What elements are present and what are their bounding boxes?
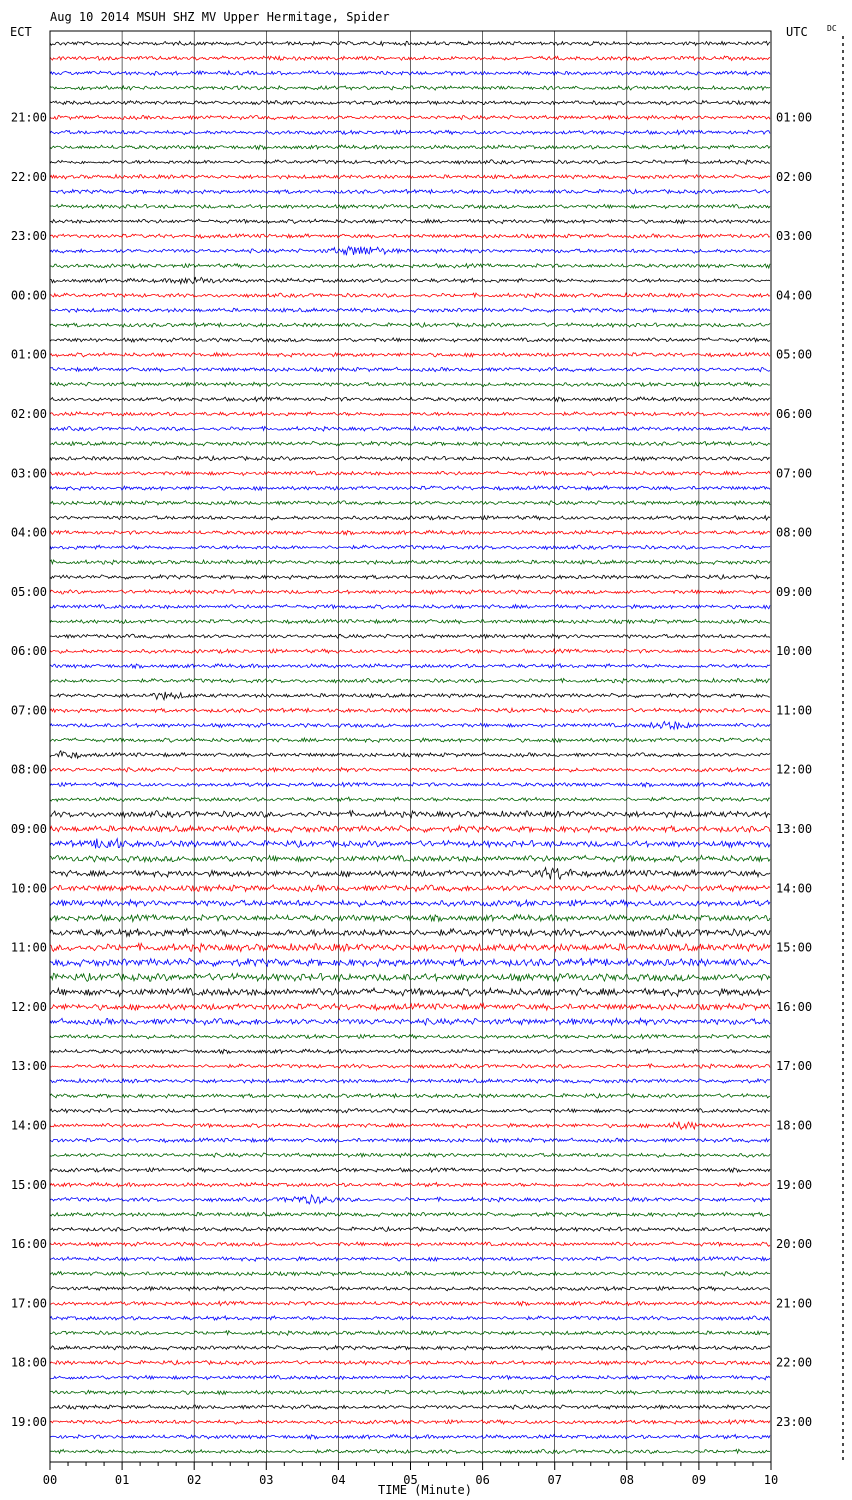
x-tick-label: 07 [547,1473,562,1487]
x-tick-label: 09 [691,1473,707,1487]
left-time-label: 16:00 [10,1237,47,1252]
seismic-trace [50,264,770,268]
seismic-trace [50,1257,770,1262]
seismic-trace [50,1122,770,1130]
left-time-label: 09:00 [10,822,47,837]
left-time-label: 21:00 [10,110,47,125]
seismic-trace [50,427,770,432]
right-time-label: 14:00 [776,881,813,896]
right-time-label: 15:00 [776,940,813,955]
right-time-label: 02:00 [776,169,813,184]
seismic-trace [50,943,770,952]
seismic-trace [50,973,770,981]
seismic-trace [50,367,770,371]
seismic-trace [50,246,770,255]
left-time-label: 14:00 [10,1118,47,1133]
seismic-trace [50,1195,770,1204]
seismic-trace [50,575,770,579]
right-time-label: 09:00 [776,584,813,599]
x-tick-label: 10 [763,1473,779,1487]
seismic-trace [50,442,770,446]
left-time-label: 12:00 [10,999,47,1014]
seismic-trace [50,1183,770,1187]
seismic-trace [50,190,770,194]
right-time-label: 17:00 [776,1059,813,1074]
seismic-trace [50,1018,770,1025]
seismic-trace [50,721,770,729]
seismic-trace [50,988,770,996]
seismic-trace [50,1361,770,1365]
left-time-label: 04:00 [10,525,47,540]
seismic-trace [50,323,770,327]
x-tick-label: 03 [259,1473,274,1487]
seismic-trace [50,1138,770,1142]
left-time-label: 11:00 [10,940,47,955]
chart-title: Aug 10 2014 MSUH SHZ MV Upper Hermitage, Spider [50,10,390,24]
seismic-trace [50,1094,770,1098]
dc-tag: DC [827,24,837,33]
seismic-trace [50,530,770,535]
seismic-trace [50,1227,770,1231]
seismic-trace [50,160,770,165]
seismic-trace [50,839,770,849]
seismic-trace [50,826,770,833]
seismic-trace [50,768,770,772]
right-time-label: 08:00 [776,525,813,540]
seismic-trace [50,175,770,179]
seismic-trace [50,855,770,862]
x-tick-label: 08 [619,1473,635,1487]
seismic-trace [50,101,770,105]
seismic-trace [50,293,770,298]
left-zone-label: ECT [10,25,32,39]
left-time-label: 00:00 [10,288,47,303]
x-tick-label: 04 [331,1473,346,1487]
seismic-trace [50,885,770,892]
right-time-label: 20:00 [776,1237,813,1252]
seismic-trace [50,219,770,223]
left-time-labels [11,111,47,1429]
seismic-trace [50,958,770,966]
left-time-label: 08:00 [10,762,47,777]
seismic-trace [50,338,770,342]
seismic-trace [50,1331,770,1336]
seismic-trace [50,1316,770,1320]
seismic-trace [50,397,770,402]
x-tick-label: 00 [42,1473,58,1487]
right-time-label: 19:00 [776,1177,813,1192]
left-time-label: 15:00 [10,1177,47,1192]
x-tick-label: 01 [114,1473,130,1487]
seismic-trace [50,516,770,520]
seismic-trace [50,41,770,45]
seismic-trace [50,797,770,801]
minute-gridlines [122,31,699,1462]
x-tick-label: 05 [403,1473,418,1487]
right-time-label: 01:00 [776,110,813,125]
seismic-trace [50,1435,770,1440]
seismic-trace [50,751,770,758]
seismic-trace [50,649,770,653]
seismic-trace [50,145,770,150]
right-zone-label: UTC [786,25,808,39]
seismic-trace [50,782,770,787]
seismic-trace [50,130,770,134]
seismic-trace [50,560,770,565]
seismic-trace [50,471,770,475]
seismic-trace [50,664,770,669]
seismic-trace [50,1079,770,1083]
seismic-trace [50,1109,770,1113]
seismic-trace [50,1168,770,1172]
seismic-trace [50,590,770,594]
seismic-trace [50,634,770,638]
seismic-trace [50,708,770,712]
seismic-trace [50,277,770,284]
right-time-labels [776,111,812,1429]
seismic-trace [50,1004,770,1011]
left-time-label: 03:00 [10,466,47,481]
seismic-trace [50,86,770,90]
seismic-trace [50,1390,770,1394]
right-time-label: 21:00 [776,1296,813,1311]
seismic-traces [50,41,770,1453]
seismic-trace [50,1301,770,1306]
x-tick-label: 06 [475,1473,490,1487]
seismic-trace [50,1242,770,1246]
right-time-label: 23:00 [776,1414,813,1429]
seismic-trace [50,71,770,75]
seismic-trace [50,1212,770,1216]
right-time-label: 03:00 [776,229,813,244]
seismic-trace [50,929,770,937]
right-time-label: 10:00 [776,644,813,659]
seismic-trace [50,56,770,61]
right-time-label: 12:00 [776,762,813,777]
seismic-trace [50,1064,770,1069]
left-time-label: 17:00 [10,1296,47,1311]
seismic-trace [50,1034,770,1038]
seismic-trace [50,1286,770,1290]
left-time-label: 18:00 [10,1355,47,1370]
seismic-trace [50,738,770,742]
seismic-trace [50,619,770,623]
left-time-label: 22:00 [10,169,47,184]
seismic-trace [50,1346,770,1350]
seismic-trace [50,679,770,684]
seismic-trace [50,1272,770,1276]
seismic-trace [50,1420,770,1424]
seismic-trace [50,1449,770,1453]
seismic-trace [50,1375,770,1379]
seismic-trace [50,692,770,700]
left-time-label: 23:00 [10,229,47,244]
seismic-trace [50,115,770,119]
right-time-label: 05:00 [776,347,813,362]
right-time-label: 07:00 [776,466,813,481]
seismic-trace [50,1405,770,1409]
right-time-label: 06:00 [776,406,813,421]
seismic-trace [50,605,770,609]
x-axis-label: TIME (Minute) [378,1483,472,1497]
left-time-label: 13:00 [10,1059,47,1074]
left-time-label: 02:00 [10,406,47,421]
left-time-label: 19:00 [10,1414,47,1429]
left-time-label: 06:00 [10,644,47,659]
seismic-trace [50,501,770,505]
seismic-trace [50,868,770,880]
seismic-trace [50,382,770,386]
seismic-trace [50,486,770,491]
right-time-label: 16:00 [776,999,813,1014]
right-time-label: 04:00 [776,288,813,303]
right-time-label: 22:00 [776,1355,813,1370]
left-time-label: 01:00 [10,347,47,362]
seismic-trace [50,234,770,238]
seismic-trace [50,353,770,358]
right-time-label: 13:00 [776,822,813,837]
seismic-trace [50,308,770,312]
right-time-label: 11:00 [776,703,813,718]
seismic-trace [50,412,770,416]
right-time-label: 18:00 [776,1118,813,1133]
seismic-trace [50,811,770,818]
seismic-trace [50,900,770,907]
x-tick-label: 02 [186,1473,202,1487]
left-time-label: 05:00 [10,584,47,599]
seismic-trace [50,204,770,208]
seismic-trace [50,456,770,460]
left-time-label: 10:00 [10,881,47,896]
seismic-trace [50,1049,770,1054]
seismic-trace [50,915,770,922]
seismic-trace [50,545,770,549]
seismic-trace [50,1153,770,1157]
left-time-label: 07:00 [10,703,47,718]
